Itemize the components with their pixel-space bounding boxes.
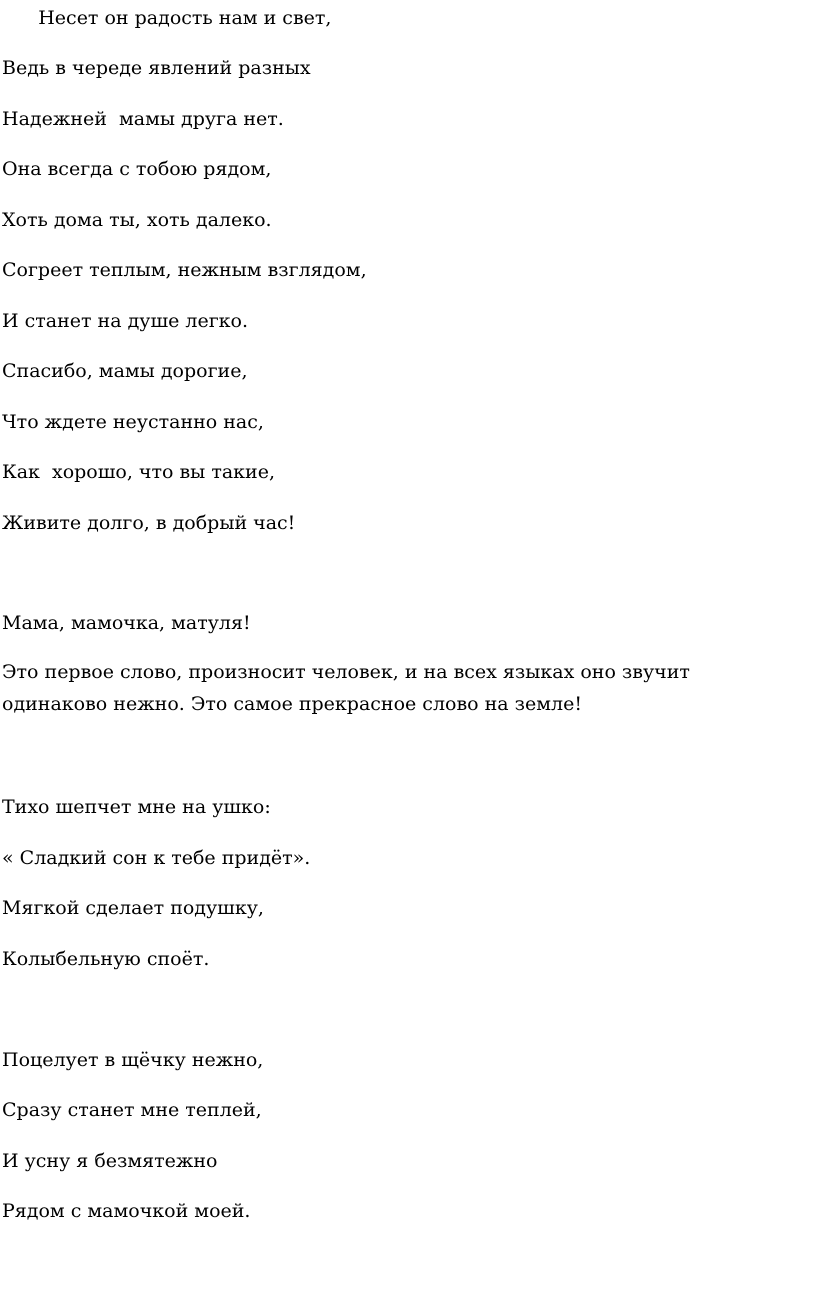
poem-line: Мягкой сделает подушку, <box>2 897 264 919</box>
poem-line: Несет он радость нам и свет, <box>2 7 332 29</box>
poem-line: Согреет теплым, нежным взглядом, <box>2 259 367 281</box>
poem-line: Сразу станет мне теплей, <box>2 1099 262 1121</box>
poem-line: Она всегда с тобою рядом, <box>2 158 272 180</box>
poem-line: Колыбельную споёт. <box>2 948 210 970</box>
poem-line: Как хорошо, что вы такие, <box>2 461 275 483</box>
poem-line: « Сладкий сон к тебе придёт». <box>2 847 311 869</box>
poem-line: Тихо шепчет мне на ушко: <box>2 796 271 818</box>
poem-line: И станет на душе легко. <box>2 310 249 332</box>
poem-line: Рядом с мамочкой моей. <box>2 1200 251 1222</box>
prose-heading: Мама, мамочка, матуля! <box>2 612 251 634</box>
poem-line: Ведь в череде явлений разных <box>2 57 311 79</box>
poem-line: Поцелует в щёчку нежно, <box>2 1049 264 1071</box>
poem-line: Живите долго, в добрый час! <box>2 512 296 534</box>
poem-line: И усну я безмятежно <box>2 1150 218 1172</box>
poem-line: Надежней мамы друга нет. <box>2 108 284 130</box>
poem-line: Хоть дома ты, хоть далеко. <box>2 209 272 231</box>
prose-paragraph: Это первое слово, произносит человек, и на всех языках оно звучит одинаково нежно. Это самое прекрасное слово на земле! <box>2 661 690 715</box>
poem-line: Что ждете неустанно нас, <box>2 411 264 433</box>
poem-line: Спасибо, мамы дорогие, <box>2 360 248 382</box>
